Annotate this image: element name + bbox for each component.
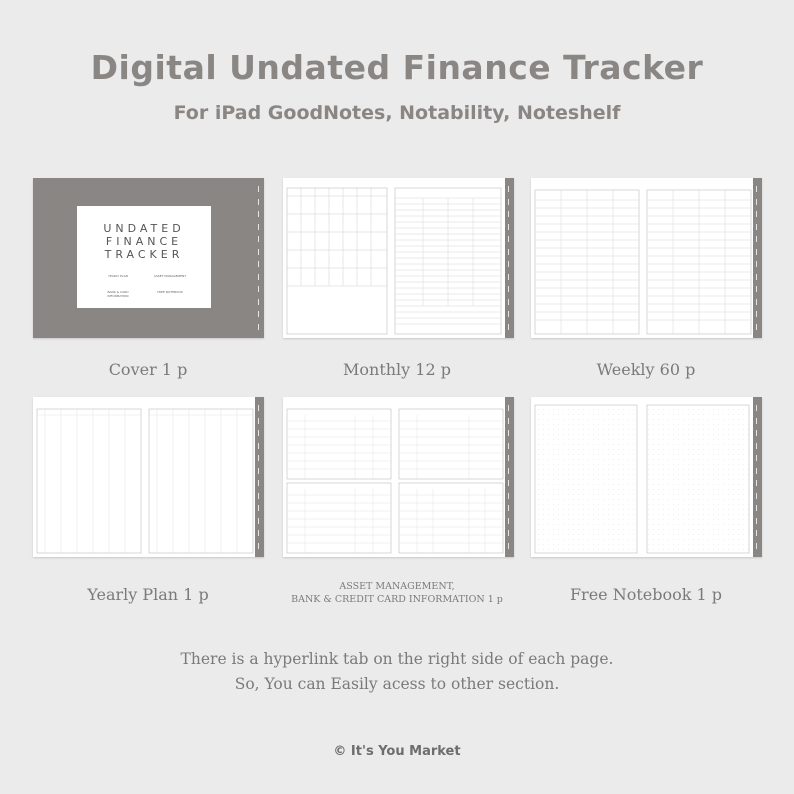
hyperlink-tab[interactable]	[258, 418, 262, 424]
monthly-layout-illustration	[283, 178, 514, 338]
caption-cover: Cover 1 p	[108, 360, 188, 379]
cover-link-yearly[interactable]: YEARLY PLAN	[108, 274, 128, 278]
hyperlink-tab[interactable]	[508, 311, 512, 317]
hyperlink-tab[interactable]	[258, 274, 262, 280]
hyperlink-tab[interactable]	[258, 468, 262, 474]
hyperlink-tab[interactable]	[756, 274, 760, 280]
hyperlink-tab[interactable]	[258, 199, 262, 205]
hyperlink-tab-strip[interactable]	[753, 178, 762, 338]
hyperlink-tab[interactable]	[508, 186, 512, 192]
asset-management-thumbnail	[283, 397, 514, 557]
cover-title-line-2: FINANCE	[105, 235, 183, 248]
hyperlink-tab[interactable]	[756, 249, 760, 255]
monthly-page-thumbnail	[283, 178, 514, 338]
brand-footer: © It's You Market	[333, 744, 461, 759]
hyperlink-tab[interactable]	[756, 261, 760, 267]
hyperlink-tab[interactable]	[508, 211, 512, 217]
cover-page-thumbnail	[33, 178, 264, 338]
asset-layout-illustration	[283, 397, 514, 557]
caption-notebook: Free Notebook 1 p	[569, 585, 723, 604]
free-notebook-thumbnail	[531, 397, 762, 557]
hyperlink-tab[interactable]	[258, 261, 262, 267]
hyperlink-tab[interactable]	[508, 299, 512, 305]
hyperlink-tab[interactable]	[258, 405, 262, 411]
hyperlink-tab[interactable]	[508, 518, 512, 524]
caption-yearly: Yearly Plan 1 p	[87, 585, 209, 604]
cover-link-notebook[interactable]: FREE NOTEBOOK	[157, 290, 183, 294]
cover-title-line-3: TRACKER	[104, 248, 184, 261]
hyperlink-tab[interactable]	[756, 518, 760, 524]
hyperlink-tab[interactable]	[508, 418, 512, 424]
notebook-layout-illustration	[531, 397, 762, 557]
hyperlink-tab[interactable]	[508, 261, 512, 267]
hyperlink-tab[interactable]	[258, 455, 262, 461]
weekly-page-thumbnail	[531, 178, 762, 338]
cover-link-bank[interactable]: BANK & CARD INFORMATION	[107, 290, 129, 298]
hyperlink-tab[interactable]	[258, 430, 262, 436]
hyperlink-note-line-1: There is a hyperlink tab on the right side of each page.	[180, 650, 614, 668]
hyperlink-tab[interactable]	[756, 405, 760, 411]
hyperlink-tab[interactable]	[756, 455, 760, 461]
hyperlink-tab-strip[interactable]	[255, 178, 264, 338]
hyperlink-tab[interactable]	[258, 543, 262, 549]
hyperlink-tab-strip[interactable]	[255, 397, 264, 557]
hyperlink-tab[interactable]	[756, 530, 760, 536]
hyperlink-tab[interactable]	[508, 443, 512, 449]
hyperlink-tab[interactable]	[258, 505, 262, 511]
hyperlink-tab[interactable]	[508, 286, 512, 292]
hyperlink-tab[interactable]	[756, 211, 760, 217]
hyperlink-tab[interactable]	[756, 311, 760, 317]
hyperlink-tab[interactable]	[258, 518, 262, 524]
hyperlink-tab[interactable]	[756, 224, 760, 230]
hyperlink-tab[interactable]	[508, 199, 512, 205]
hyperlink-tab[interactable]	[258, 493, 262, 499]
yearly-plan-thumbnail	[33, 397, 264, 557]
hyperlink-tab[interactable]	[508, 493, 512, 499]
hyperlink-tab[interactable]	[756, 236, 760, 242]
hyperlink-tab[interactable]	[756, 418, 760, 424]
hyperlink-tab[interactable]	[508, 468, 512, 474]
hyperlink-tab-strip[interactable]	[505, 178, 514, 338]
hyperlink-tab[interactable]	[508, 274, 512, 280]
hyperlink-tab[interactable]	[258, 186, 262, 192]
hyperlink-tab-strip[interactable]	[505, 397, 514, 557]
hyperlink-tab[interactable]	[258, 311, 262, 317]
hyperlink-tab[interactable]	[508, 543, 512, 549]
yearly-layout-illustration	[33, 397, 264, 557]
hyperlink-tab[interactable]	[756, 430, 760, 436]
page-subtitle: For iPad GoodNotes, Notability, Noteshelf	[173, 102, 621, 124]
hyperlink-tab[interactable]	[508, 236, 512, 242]
hyperlink-tab[interactable]	[508, 249, 512, 255]
hyperlink-tab[interactable]	[756, 186, 760, 192]
hyperlink-tab[interactable]	[258, 530, 262, 536]
cover-link-asset[interactable]: ASSET MANAGEMENT	[153, 274, 187, 278]
hyperlink-tab[interactable]	[756, 199, 760, 205]
hyperlink-tab[interactable]	[508, 224, 512, 230]
page-title: Digital Undated Finance Tracker	[90, 48, 704, 87]
hyperlink-note-line-2: So, You can Easily acess to other section.	[234, 675, 560, 693]
hyperlink-tab[interactable]	[258, 480, 262, 486]
hyperlink-tab[interactable]	[508, 505, 512, 511]
caption-weekly: Weekly 60 p	[596, 360, 696, 379]
hyperlink-tab[interactable]	[756, 468, 760, 474]
hyperlink-tab-strip[interactable]	[753, 397, 762, 557]
hyperlink-tab[interactable]	[756, 299, 760, 305]
hyperlink-tab[interactable]	[258, 211, 262, 217]
weekly-layout-illustration	[531, 178, 762, 338]
hyperlink-tab[interactable]	[508, 455, 512, 461]
hyperlink-tab[interactable]	[756, 443, 760, 449]
hyperlink-tab[interactable]	[756, 505, 760, 511]
hyperlink-tab[interactable]	[258, 443, 262, 449]
caption-asset-line-2: BANK & CREDIT CARD INFORMATION 1 p	[291, 594, 503, 605]
hyperlink-tab[interactable]	[258, 286, 262, 292]
hyperlink-tab[interactable]	[508, 405, 512, 411]
hyperlink-tab[interactable]	[756, 286, 760, 292]
hyperlink-tab[interactable]	[508, 430, 512, 436]
hyperlink-tab[interactable]	[508, 530, 512, 536]
caption-monthly: Monthly 12 p	[343, 360, 451, 379]
hyperlink-tab[interactable]	[508, 480, 512, 486]
hyperlink-tab[interactable]	[508, 324, 512, 330]
hyperlink-tab[interactable]	[258, 236, 262, 242]
cover-card	[77, 206, 211, 308]
hyperlink-tab[interactable]	[756, 480, 760, 486]
hyperlink-tab[interactable]	[258, 224, 262, 230]
hyperlink-tab[interactable]	[756, 493, 760, 499]
hyperlink-tab[interactable]	[258, 299, 262, 305]
hyperlink-tab[interactable]	[258, 249, 262, 255]
cover-title-line-1: UNDATED	[103, 222, 185, 235]
caption-asset-line-1: ASSET MANAGEMENT,	[339, 581, 455, 592]
hyperlink-tab[interactable]	[258, 324, 262, 330]
hyperlink-tab[interactable]	[756, 324, 760, 330]
hyperlink-tab[interactable]	[756, 543, 760, 549]
